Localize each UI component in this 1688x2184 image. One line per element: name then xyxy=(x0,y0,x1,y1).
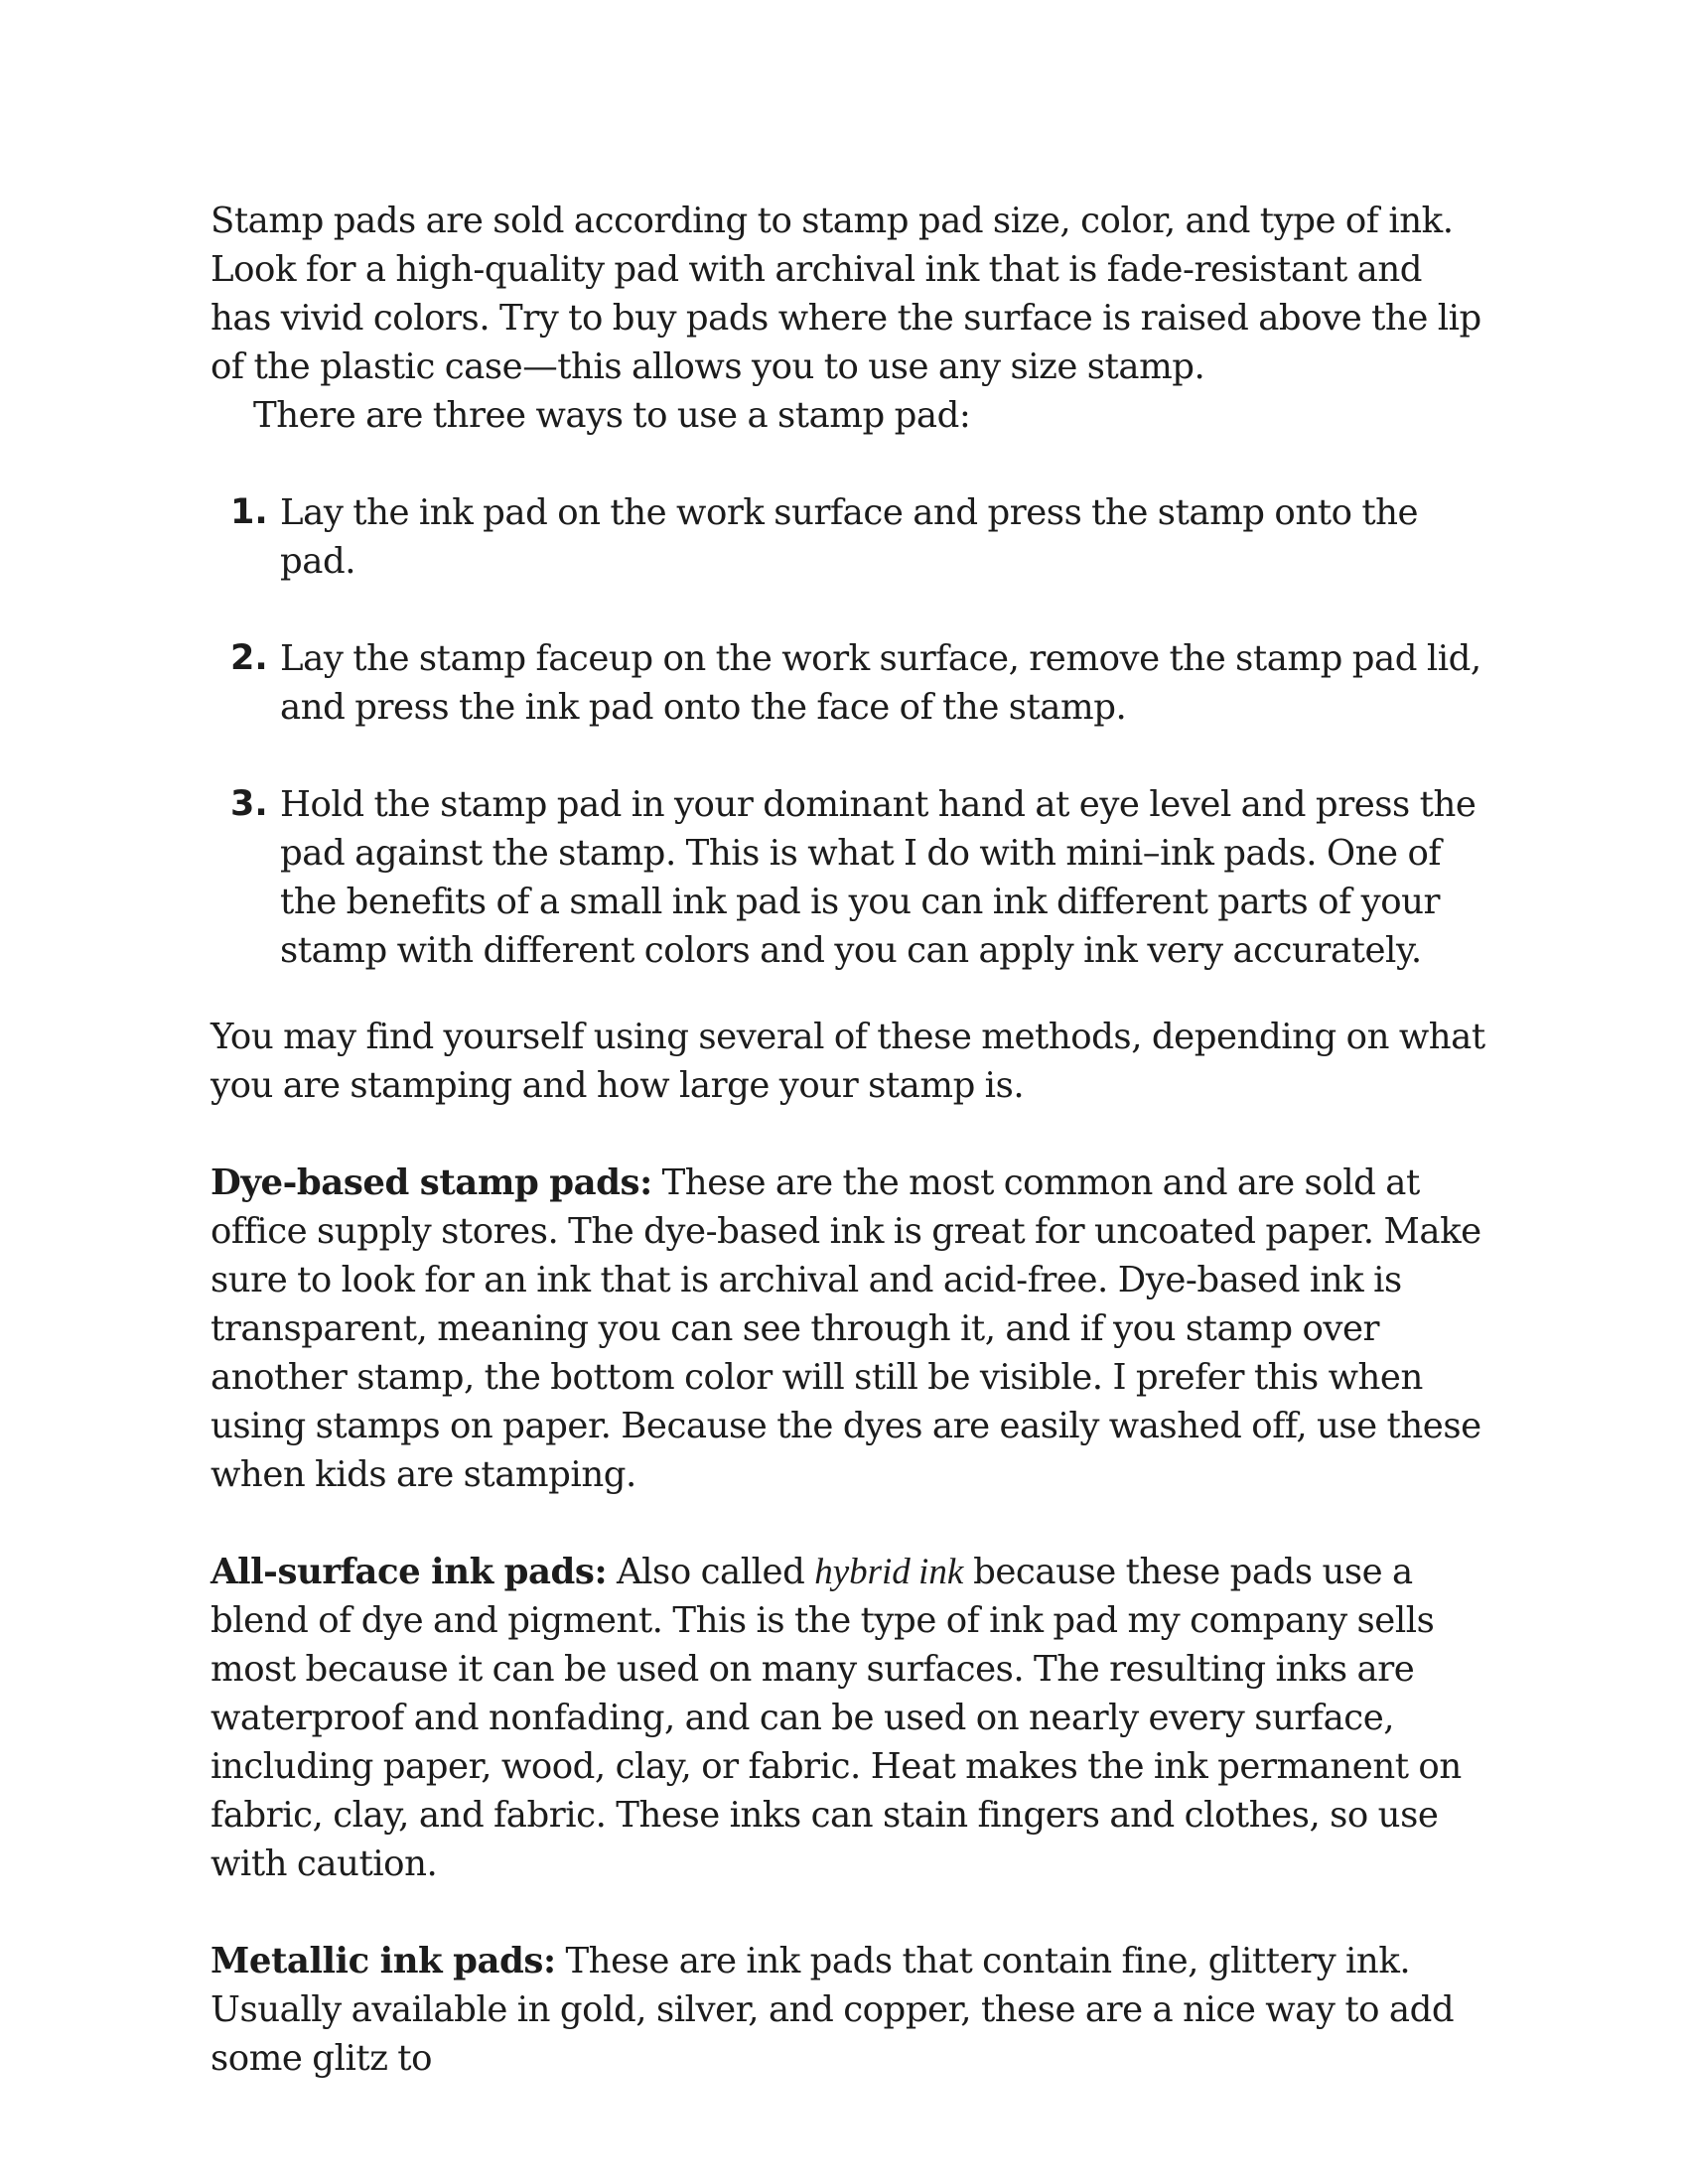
hybrid-ink-term: hybrid ink xyxy=(814,1552,964,1592)
methods-summary: You may find yourself using several of these methods, depending on what you are stamping and how large your stamp is. xyxy=(211,1017,1485,1106)
step-text: Lay the stamp faceup on the work surface, remove the stamp pad lid, and press the ink pad onto the face of the stamp. xyxy=(280,638,1481,728)
step-text: Hold the stamp pad in your dominant hand at eye level and press the pad against the stamp. This is what I do with mini–ink pads. One of the benefits of a small ink pad is you can ink different parts of your stamp with different colors and you can apply ink very accurately. xyxy=(280,784,1477,971)
list-item xyxy=(211,634,1491,732)
metallic-section xyxy=(211,1937,1491,2083)
all-surface-section xyxy=(211,1548,1491,1888)
step-number: 3. xyxy=(230,784,268,824)
all-surface-text-after: because these pads use a blend of dye and pigment. This is the type of ink pad my company sells most because it can be used on many surfaces. The resulting inks are waterproof and nonfading, and can be used on nearly every surface, including paper, wood, clay, or fabric. Heat makes the ink permanent on fabric, clay, and fabric. These inks can stain fingers and clothes, so use with caution. xyxy=(211,1552,1462,1884)
dye-based-section xyxy=(211,1159,1491,1499)
metallic-text: These are ink pads that contain fine, glittery ink. Usually available in gold, silver, and copper, these are a nice way to add some glitz to xyxy=(211,1941,1455,2079)
intro-paragraph: Stamp pads are sold according to stamp pad size, color, and type of ink. Look for a high-quality pad with archival ink that is fade-resistant and has vivid colors. Try to buy pads where the surface is raised above the lip of the plastic case—this allows you to use any size stamp. xyxy=(211,201,1481,387)
list-item xyxy=(211,488,1491,586)
methods-lead: There are three ways to use a stamp pad: xyxy=(253,395,971,436)
stamp-pad-methods-list xyxy=(211,488,1491,975)
step-text: Lay the ink pad on the work surface and press the stamp onto the pad. xyxy=(280,492,1419,582)
dye-based-text: These are the most common and are sold at office supply stores. The dye-based ink is great for uncoated paper. Make sure to look for an ink that is archival and acid-free. Dye-based ink is transparent, meaning you can see through it, and if you stamp over another stamp, the bottom color will still be visible. I prefer this when using stamps on paper. Because the dyes are easily washed off, use these when kids are stamping. xyxy=(211,1162,1481,1495)
step-number: 1. xyxy=(230,492,268,532)
all-surface-term: All-surface ink pads: xyxy=(211,1552,608,1592)
metallic-term: Metallic ink pads: xyxy=(211,1941,556,1981)
dye-based-term: Dye-based stamp pads: xyxy=(211,1162,652,1203)
document-page xyxy=(211,197,1491,2083)
step-number: 2. xyxy=(230,638,268,678)
list-item xyxy=(211,780,1491,975)
all-surface-text-before: Also called xyxy=(607,1552,815,1592)
